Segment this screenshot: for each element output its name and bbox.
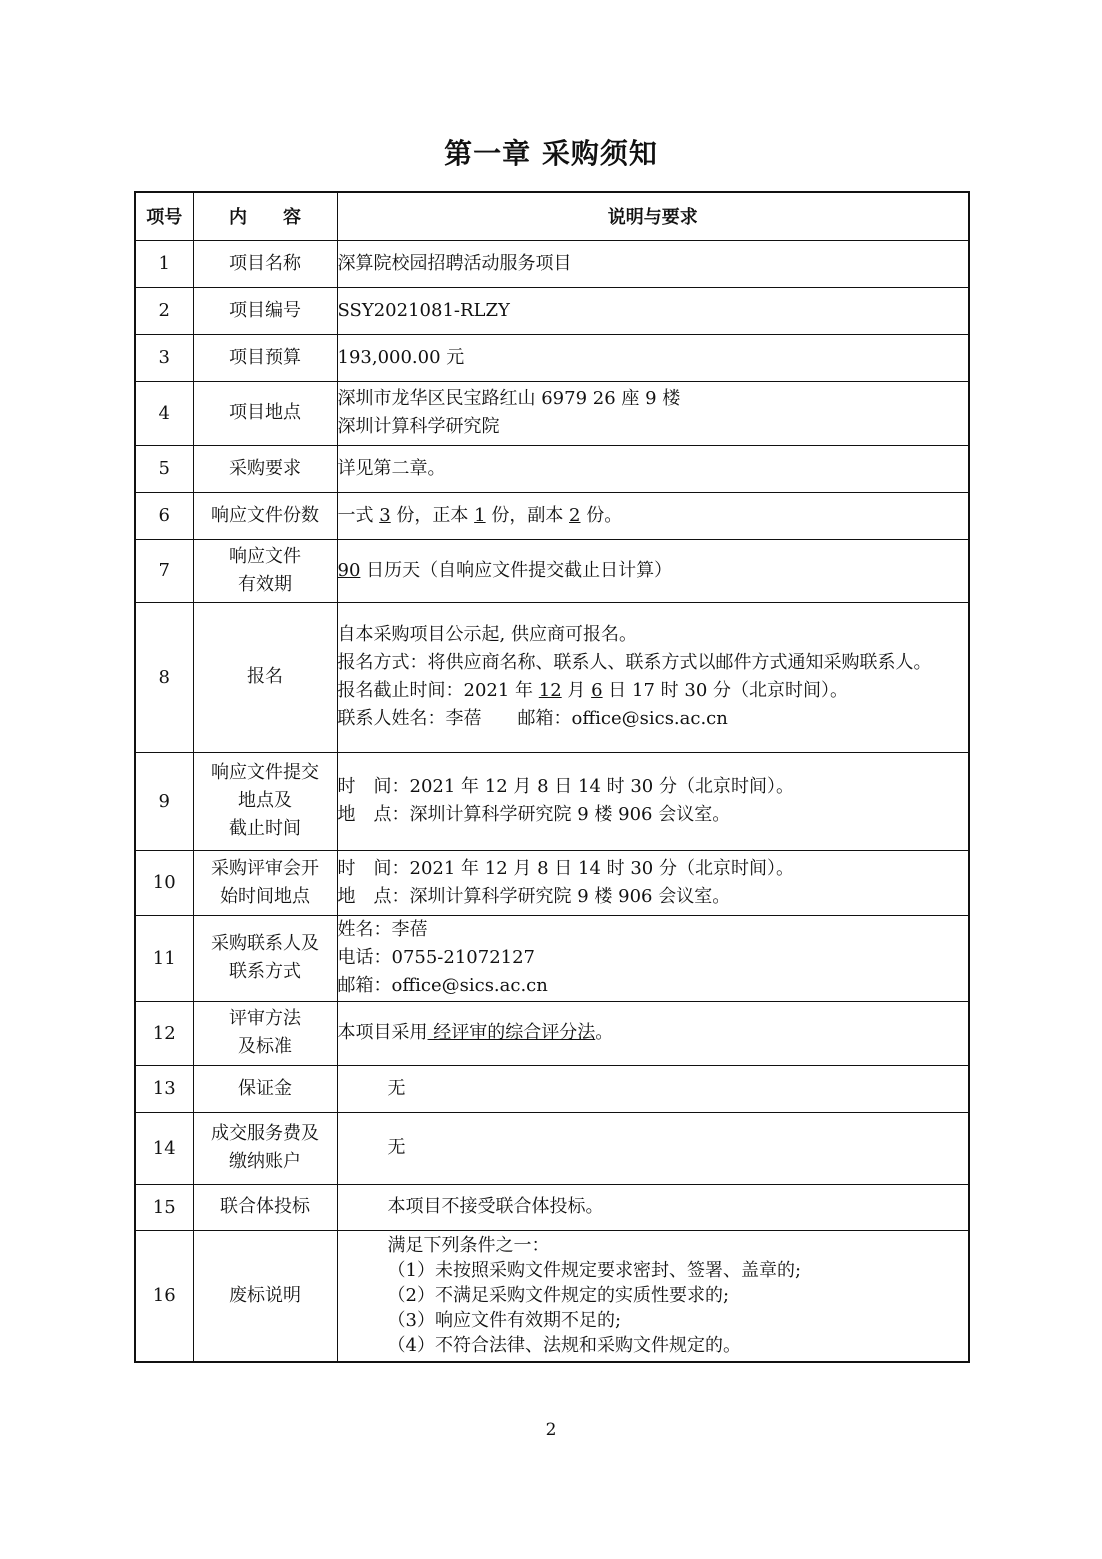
row-desc <box>337 915 969 1001</box>
row-item <box>193 539 337 602</box>
row-desc: 本项目不接受联合体投标。 <box>337 1184 969 1230</box>
row-no: 3 <box>135 334 193 381</box>
table-row <box>135 915 969 1001</box>
copies-duplicate: 2 <box>569 504 581 526</box>
row-item: 采购要求 <box>193 445 337 492</box>
row-item: 项目地点 <box>193 381 337 445</box>
table-row <box>135 334 969 381</box>
row-item <box>193 1001 337 1065</box>
desc-line: 地 点：深圳计算科学研究院 9 楼 906 会议室。 <box>337 885 731 907</box>
desc-line: 邮箱：office@sics.ac.cn <box>337 975 548 996</box>
page-number: 2 <box>545 1420 557 1440</box>
desc-text: 。 <box>595 1022 614 1043</box>
row-no: 8 <box>135 602 193 752</box>
contact-line: 联系人姓名：李蓓 邮箱：office@sics.ac.cn <box>337 708 728 729</box>
row-desc <box>337 1230 969 1362</box>
row-desc <box>337 602 969 752</box>
row-desc <box>337 752 969 850</box>
row-desc: 详见第二章。 <box>337 445 969 492</box>
desc-line: （4）不符合法律、法规和采购文件规定的。 <box>387 1335 741 1357</box>
desc-text: 日 17 时 30 分（北京时间）。 <box>602 680 848 701</box>
row-desc <box>337 381 969 445</box>
row-item: 保证金 <box>193 1065 337 1112</box>
procurement-table <box>134 191 970 1363</box>
desc-line: 报名方式：将供应商名称、联系人、联系方式以邮件方式通知采购联系人。 <box>337 652 932 673</box>
row-no: 4 <box>135 381 193 445</box>
row-no: 10 <box>135 850 193 915</box>
table-row <box>135 1001 969 1065</box>
desc-text: 本项目采用 <box>337 1022 428 1043</box>
row-no: 7 <box>135 539 193 602</box>
header-desc: 说明与要求 <box>337 192 969 240</box>
desc-line: 深圳计算科学研究院 <box>337 416 500 437</box>
row-item: 报名 <box>193 602 337 752</box>
desc-text: 月 <box>561 680 592 701</box>
row-item: 项目编号 <box>193 287 337 334</box>
row-no: 15 <box>135 1184 193 1230</box>
desc-text: 份，正本 <box>390 504 475 526</box>
item-line: 有效期 <box>238 573 292 595</box>
copies-original: 1 <box>474 504 486 526</box>
item-line: 截止时间 <box>229 818 301 839</box>
row-item: 项目名称 <box>193 240 337 287</box>
table-row <box>135 287 969 334</box>
desc-line: （3）响应文件有效期不足的; <box>387 1310 622 1332</box>
validity-days: 90 <box>337 559 361 581</box>
item-line: 及标准 <box>238 1036 292 1057</box>
row-no: 6 <box>135 492 193 539</box>
item-line: 采购评审会开 <box>211 857 319 879</box>
row-desc: 193,000.00 元 <box>337 334 969 381</box>
table-row <box>135 1112 969 1184</box>
table-row <box>135 539 969 602</box>
row-item <box>193 850 337 915</box>
header-item: 内 容 <box>193 192 337 240</box>
row-item <box>193 752 337 850</box>
table-header-row <box>135 192 969 240</box>
desc-line: 地 点：深圳计算科学研究院 9 楼 906 会议室。 <box>337 804 731 825</box>
table-row <box>135 1230 969 1362</box>
deadline-month: 12 <box>538 680 562 701</box>
item-line: 始时间地点 <box>220 885 310 907</box>
table-row <box>135 752 969 850</box>
item-line: 响应文件 <box>229 545 301 567</box>
table-row <box>135 1184 969 1230</box>
desc-text: 一式 <box>337 504 380 526</box>
desc-text: 报名截止时间：2021 年 <box>337 680 539 701</box>
row-no: 1 <box>135 240 193 287</box>
row-desc <box>337 492 969 539</box>
item-line: 响应文件提交 <box>211 762 319 783</box>
item-line: 地点及 <box>238 790 292 811</box>
row-item: 废标说明 <box>193 1230 337 1362</box>
row-desc: 无 <box>337 1112 969 1184</box>
row-no: 11 <box>135 915 193 1001</box>
desc-text: 份，副本 <box>485 504 570 526</box>
copies-total: 3 <box>379 504 391 526</box>
desc-line: 时 间：2021 年 12 月 8 日 14 时 30 分（北京时间）。 <box>337 857 794 879</box>
row-no: 12 <box>135 1001 193 1065</box>
row-no: 16 <box>135 1230 193 1362</box>
row-desc: 深算院校园招聘活动服务项目 <box>337 240 969 287</box>
row-desc <box>337 1001 969 1065</box>
desc-line: （1）未按照采购文件规定要求密封、签署、盖章的; <box>387 1260 802 1282</box>
item-line: 联系方式 <box>229 961 301 982</box>
row-item <box>193 1112 337 1184</box>
deadline-day: 6 <box>591 680 603 701</box>
deadline-line <box>338 677 969 705</box>
desc-text: 日历天（自响应文件提交截止日计算） <box>360 559 673 581</box>
table-row <box>135 602 969 752</box>
desc-line: 满足下列条件之一： <box>387 1235 550 1257</box>
row-item: 联合体投标 <box>193 1184 337 1230</box>
row-item: 项目预算 <box>193 334 337 381</box>
item-line: 采购联系人及 <box>211 933 319 954</box>
header-no: 项号 <box>135 192 193 240</box>
row-no: 14 <box>135 1112 193 1184</box>
desc-line: （2）不满足采购文件规定的实质性要求的; <box>387 1285 730 1307</box>
row-item: 响应文件份数 <box>193 492 337 539</box>
row-desc: 无 <box>337 1065 969 1112</box>
row-no: 9 <box>135 752 193 850</box>
row-no: 13 <box>135 1065 193 1112</box>
table-row <box>135 850 969 915</box>
table-row <box>135 240 969 287</box>
table-row <box>135 492 969 539</box>
desc-line: 时 间：2021 年 12 月 8 日 14 时 30 分（北京时间）。 <box>337 776 794 797</box>
desc-line: 自本采购项目公示起, 供应商可报名。 <box>337 624 637 645</box>
row-desc <box>337 850 969 915</box>
table-row <box>135 445 969 492</box>
item-line: 缴纳账户 <box>229 1151 301 1172</box>
item-line: 评审方法 <box>229 1008 301 1029</box>
row-item <box>193 915 337 1001</box>
row-no: 5 <box>135 445 193 492</box>
row-desc: SSY2021081-RLZY <box>337 287 969 334</box>
item-line: 成交服务费及 <box>211 1123 319 1144</box>
row-desc <box>337 539 969 602</box>
desc-line: 深圳市龙华区民宝路红山 6979 26 座 9 楼 <box>337 388 681 409</box>
table-row <box>135 1065 969 1112</box>
table-row <box>135 381 969 445</box>
desc-text: 份。 <box>580 504 623 526</box>
evaluation-method: 经评审的综合评分法 <box>427 1022 596 1043</box>
desc-line: 姓名：李蓓 <box>337 919 428 940</box>
desc-line: 电话：0755-21072127 <box>337 947 536 968</box>
row-no: 2 <box>135 287 193 334</box>
page-title: 第一章 采购须知 <box>444 137 658 170</box>
